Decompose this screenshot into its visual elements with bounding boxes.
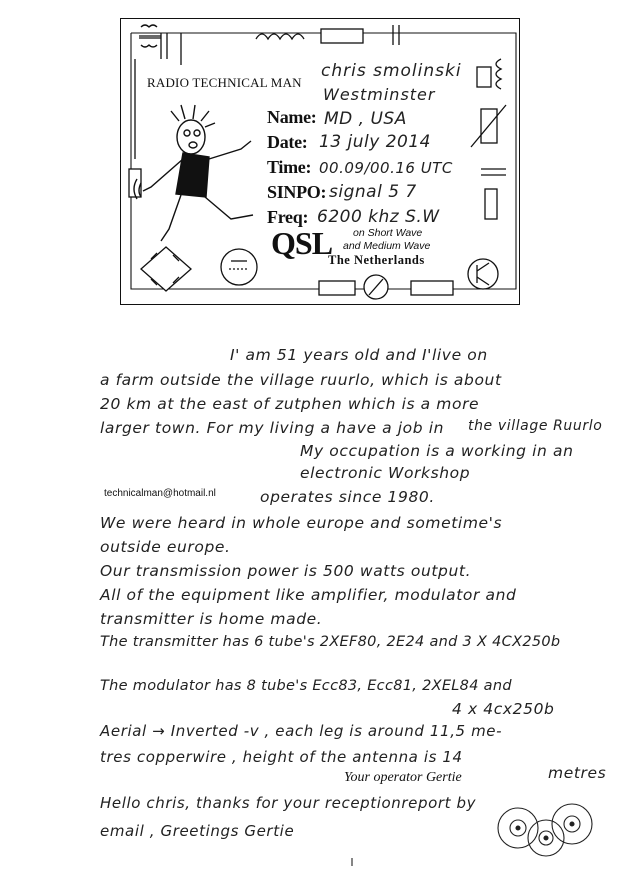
letter-line-11: All of the equipment like amplifier, modulator and bbox=[100, 586, 517, 604]
field-label-time: Time: bbox=[267, 157, 312, 177]
letter-line-8: We were heard in whole europe and sometime's bbox=[100, 514, 503, 532]
letter-line-7: operates since 1980. bbox=[260, 488, 435, 506]
letter-line-3: 20 km at the east of zutphen which is a more bbox=[100, 395, 480, 413]
letter-line-4-handwritten: the village Ruurlo bbox=[468, 418, 603, 434]
qsl-subtitle-shortwave: on Short Wave bbox=[353, 227, 423, 239]
field-value-freq: 6200 khz S.W bbox=[317, 207, 440, 227]
letter-line-5: My occupation is a working in an bbox=[300, 442, 574, 460]
field-value-date: 13 july 2014 bbox=[319, 132, 431, 152]
email-address: technicalman@hotmail.nl bbox=[104, 488, 216, 499]
letter-line-12: transmitter is home made. bbox=[100, 610, 323, 628]
letter-line-1: I' am 51 years old and I'live on bbox=[230, 346, 488, 364]
field-value-time: 00.09/00.16 UTC bbox=[319, 159, 453, 177]
field-label-sinpo: SINPO: bbox=[267, 182, 327, 202]
field-value-sinpo: signal 5 7 bbox=[329, 182, 417, 202]
letter-line-17: tres copperwire , height of the antenna is 14 bbox=[100, 748, 463, 766]
letter-line-2: a farm outside the village ruurlo, which is about bbox=[100, 371, 502, 389]
letter-line-10: Our transmission power is 500 watts output. bbox=[100, 562, 472, 580]
handwritten-recipient-city: Westminster bbox=[323, 85, 436, 104]
letter-line-19: email , Greetings Gertie bbox=[100, 822, 295, 840]
letter-line-16: Aerial → Inverted -v , each leg is around 11,5 me- bbox=[100, 722, 503, 740]
qsl-card bbox=[120, 18, 520, 305]
field-value-name: MD , USA bbox=[324, 109, 407, 129]
qsl-logo: QSL bbox=[271, 225, 333, 261]
letter-line-9: outside europe. bbox=[100, 538, 231, 556]
country-label: The Netherlands bbox=[328, 253, 425, 267]
field-label-freq: Freq: bbox=[267, 207, 309, 227]
letter-line-15: 4 x 4cx250b bbox=[452, 700, 555, 718]
letter-line-18: Hello chris, thanks for your receptionreport by bbox=[100, 794, 477, 812]
letter-line-14: The modulator has 8 tube's Ecc83, Ecc81, 2XEL84 and bbox=[100, 678, 512, 694]
shocked-man-illustration bbox=[134, 105, 253, 241]
field-label-name: Name: bbox=[267, 107, 317, 127]
operator-signature: Your operator Gertie bbox=[344, 770, 462, 785]
letter-line-6: electronic Workshop bbox=[300, 464, 471, 482]
letter-line-17-continued: metres bbox=[548, 764, 607, 782]
letter-line-4: larger town. For my living a have a job in bbox=[100, 419, 445, 437]
card-header: RADIO TECHNICAL MAN bbox=[147, 75, 302, 90]
qsl-subtitle-mediumwave: and Medium Wave bbox=[343, 240, 431, 252]
letter-line-13: The transmitter has 6 tube's 2XEF80, 2E24 and 3 X 4CX250b bbox=[100, 634, 561, 650]
field-label-date: Date: bbox=[267, 132, 308, 152]
handwritten-recipient-name: chris smolinski bbox=[321, 61, 462, 81]
